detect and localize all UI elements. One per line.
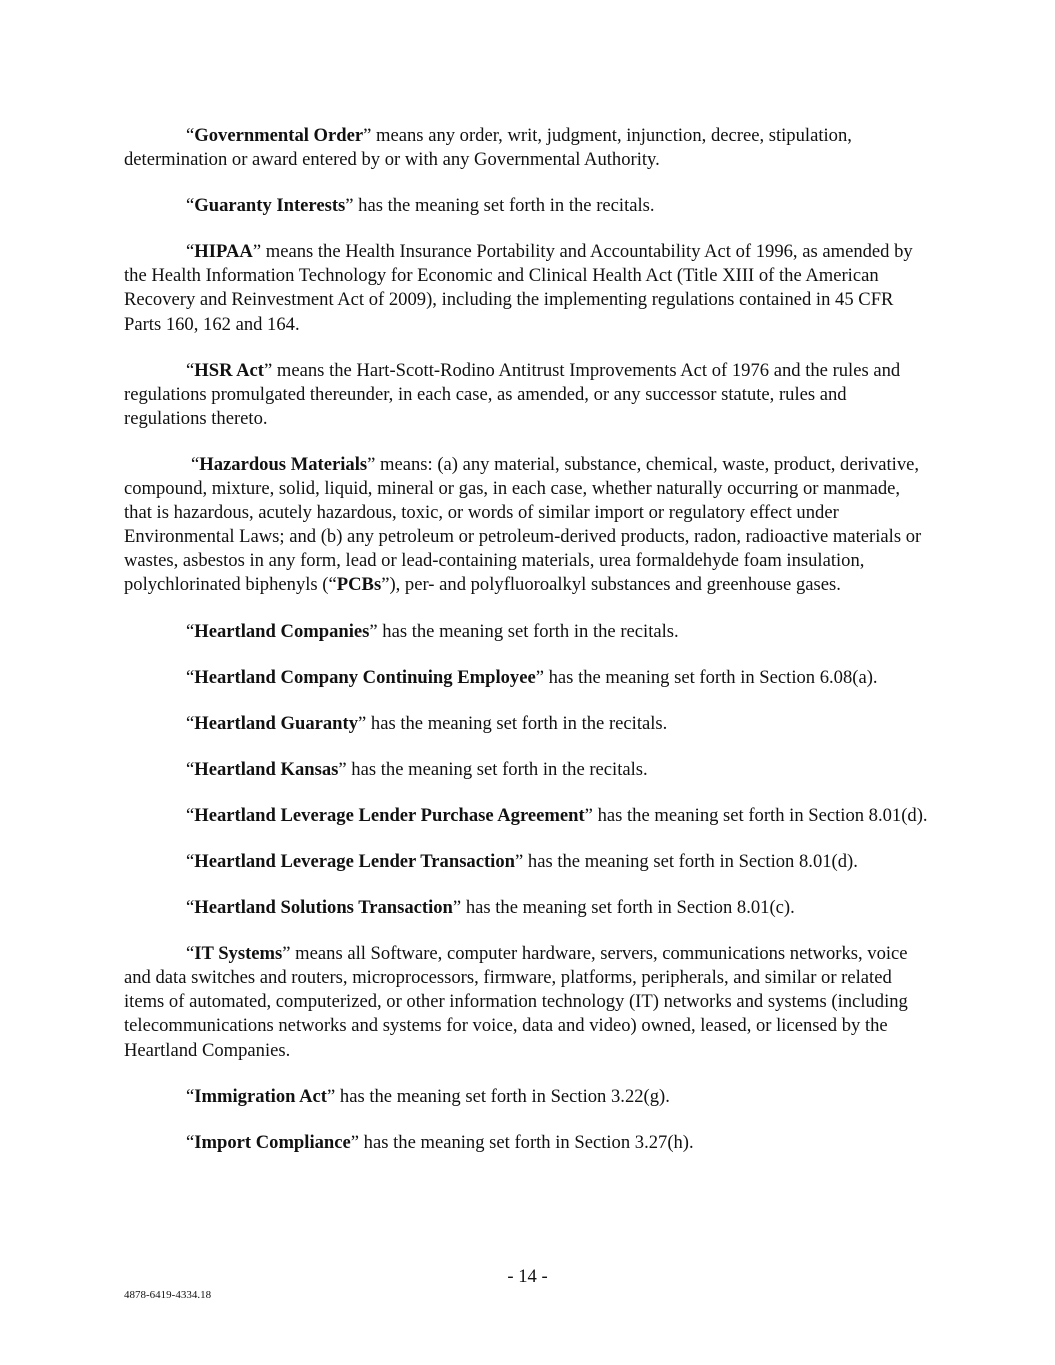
defined-term-pcbs: PCBs (336, 574, 382, 596)
definition-text: means all Software, computer hardware, servers, communications networks, voice and data switches and routers, microprocessors, firmware, platforms, peripherals, and similar or related items of automated, computerized, or other information technology (IT) networks and systems (including telecommunications networks and systems for voice, data and video) owned, leased, or licensed by the Heartland Companies. (124, 943, 908, 1061)
definition-governmental-order: “Governmental Order” means any order, writ, judgment, injunction, decree, stipulation, determination or award entered by or with any Governmental Authority. (124, 125, 852, 171)
defined-term: IT Systems (194, 943, 283, 965)
definition-import-compliance: “Import Compliance” has the meaning set forth in Section 3.27(h). (186, 1131, 694, 1153)
definition-text: has the meaning set forth in Section 6.08(a). (543, 666, 878, 688)
definition-text: has the meaning set forth in the recitals. (353, 195, 655, 217)
defined-term: Heartland Company Continuing Employee (194, 666, 536, 688)
definition-guaranty-interests: “Guaranty Interests” has the meaning set forth in the recitals. (186, 195, 655, 217)
defined-term: HSR Act (194, 359, 264, 381)
defined-term: Heartland Guaranty (194, 712, 358, 734)
definition-text: has the meaning set forth in Section 8.01(d). (592, 804, 928, 826)
definition-text: means: (a) any material, substance, chemical, waste, product, derivative, compound, mixture, solid, liquid, mineral or gas, in each case, whether naturally occurring or manmade, that is hazardous, acutely hazardous, toxic, or words of similar import or regulatory effect under Environmental Laws; and (b) any petroleum or petroleum-derived products, radon, radioactive materials or wastes, asbestos in any form, lead or lead-containing materials, urea formaldehyde foam insulation, polychlorinated biphenyls (“ (124, 453, 922, 596)
definition-hsr-act: “HSR Act” means the Hart-Scott-Rodino Antitrust Improvements Act of 1976 and the rules and regulations promulgated thereunder, in each case, as amended, or any successor statute, rules and regulations thereto. (124, 359, 901, 429)
definition-text: has the meaning set forth in Section 8.01(d). (523, 850, 858, 872)
definition-text: has the meaning set forth in the recitals. (366, 712, 668, 734)
document-id: 4878-6419-4334.18 (124, 1289, 212, 1301)
definition-heartland-leverage-lender-transaction: “Heartland Leverage Lender Transaction” has the meaning set forth in Section 8.01(d). (186, 850, 858, 872)
definition-text: has the meaning set forth in Section 8.01(c). (461, 897, 795, 919)
definition-heartland-companies: “Heartland Companies” has the meaning set forth in the recitals. (186, 620, 679, 642)
document-body (124, 124, 932, 1177)
page-number: - 14 - (507, 1266, 548, 1287)
definition-it-systems: “IT Systems” means all Software, computer hardware, servers, communications networks, voice and data switches and routers, microprocessors, firmware, platforms, peripherals, and similar or related items of automated, computerized, or other information technology (IT) networks and systems (including telecommunications networks and systems for voice, data and video) owned, leased, or licensed by the Heartland Companies. (124, 943, 908, 1061)
definition-text: means any order, writ, judgment, injunction, decree, stipulation, determination or award entered by or with any Governmental Authority. (124, 125, 852, 171)
definition-heartland-leverage-lender-purchase-agreement: “Heartland Leverage Lender Purchase Agreement” has the meaning set forth in Section 8.01(d). (186, 804, 928, 826)
definition-hazardous-materials: “Hazardous Materials” means: (a) any material, substance, chemical, waste, product, derivative, compound, mixture, solid, liquid, mineral or gas, in each case, whether naturally occurring or manmade, that is hazardous, acutely hazardous, toxic, or words of similar import or regulatory effect under Environmental Laws; and (b) any petroleum or petroleum-derived products, radon, radioactive materials or wastes, asbestos in any form, lead or lead-containing materials, urea formaldehyde foam insulation, polychlorinated biphenyls (“PCBs”), per- and polyfluoroalkyl substances and greenhouse gases. (124, 453, 922, 596)
definition-text-continued: ”), per- and polyfluoroalkyl substances and greenhouse gases. (381, 574, 841, 596)
defined-term: Hazardous Materials (199, 453, 368, 475)
defined-term: Governmental Order (194, 125, 364, 146)
defined-term: Heartland Leverage Lender Purchase Agreement (194, 804, 585, 826)
definition-text: has the meaning set forth in the recitals. (377, 620, 679, 642)
defined-term: Heartland Kansas (194, 758, 339, 780)
definition-heartland-company-continuing-employee: “Heartland Company Continuing Employee” has the meaning set forth in Section 6.08(a). (186, 666, 878, 688)
defined-term: Immigration Act (194, 1085, 327, 1107)
defined-term: Import Compliance (194, 1131, 351, 1153)
defined-term: HIPAA (194, 241, 253, 263)
defined-term: Guaranty Interests (194, 195, 346, 217)
definition-heartland-kansas: “Heartland Kansas” has the meaning set forth in the recitals. (186, 758, 648, 780)
definition-text: means the Hart-Scott-Rodino Antitrust Improvements Act of 1976 and the rules and regulations promulgated thereunder, in each case, as amended, or any successor statute, rules and regulations thereto. (124, 359, 901, 429)
definition-heartland-guaranty: “Heartland Guaranty” has the meaning set forth in the recitals. (186, 712, 668, 734)
definition-text: means the Health Insurance Portability and Accountability Act of 1996, as amended by the Health Information Technology for Economic and Clinical Health Act (Title XIII of the American Recovery and Reinvestment Act of 2009), including the implementing regulations contained in 45 CFR Parts 160, 162 and 164. (124, 241, 913, 335)
definition-heartland-solutions-transaction: “Heartland Solutions Transaction” has the meaning set forth in Section 8.01(c). (186, 897, 795, 919)
definition-text: has the meaning set forth in the recitals. (346, 758, 648, 780)
definition-text: has the meaning set forth in Section 3.27(h). (359, 1131, 694, 1153)
defined-term: Heartland Solutions Transaction (194, 897, 453, 919)
definition-immigration-act: “Immigration Act” has the meaning set forth in Section 3.22(g). (186, 1085, 670, 1107)
defined-term: Heartland Companies (194, 620, 370, 642)
definition-text: has the meaning set forth in Section 3.22(g). (335, 1085, 670, 1107)
definition-hipaa: “HIPAA” means the Health Insurance Portability and Accountability Act of 1996, as amended by the Health Information Technology for Economic and Clinical Health Act (Title XIII of the American Recovery and Reinvestment Act of 2009), including the implementing regulations contained in 45 CFR Parts 160, 162 and 164. (124, 241, 913, 335)
defined-term: Heartland Leverage Lender Transaction (194, 850, 515, 872)
